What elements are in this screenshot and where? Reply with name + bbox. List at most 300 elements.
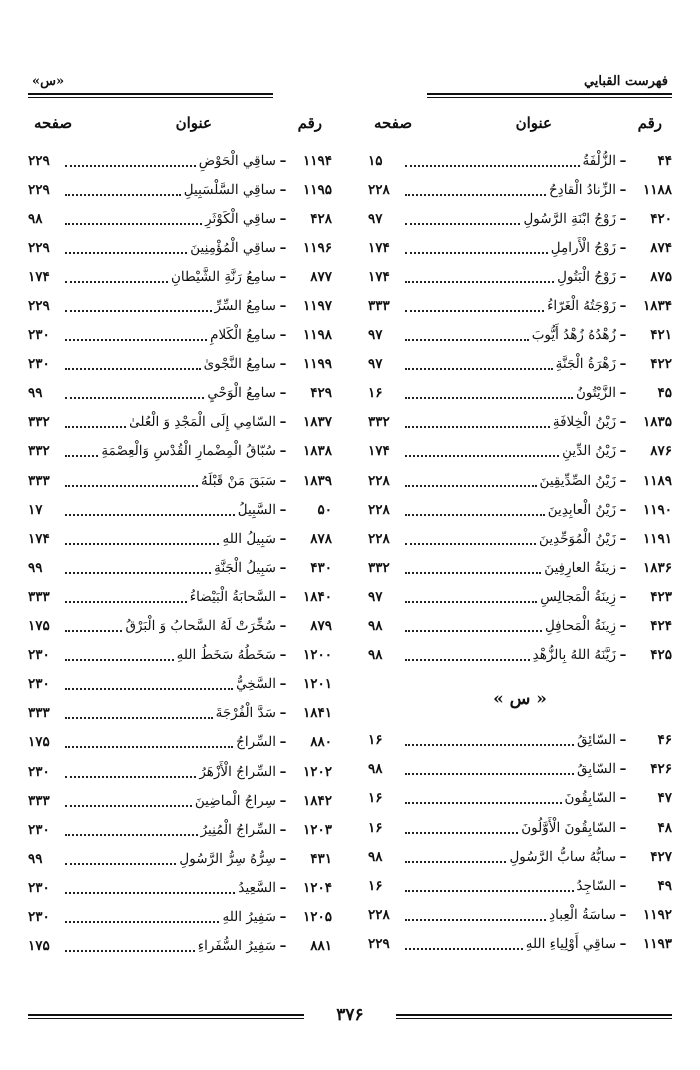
index-entry xyxy=(28,757,332,786)
index-entry xyxy=(368,408,672,437)
dot-leader xyxy=(65,688,233,690)
entry-number: ۴۶ xyxy=(657,732,672,749)
index-entry xyxy=(28,437,332,466)
index-entry xyxy=(28,844,332,873)
index-entry xyxy=(368,204,672,233)
entry-dash: – xyxy=(619,210,627,227)
entry-page: ۹۸ xyxy=(368,647,383,664)
entry-dash: – xyxy=(279,239,287,256)
entry-number: ۱۱۹۲ xyxy=(642,906,672,923)
entry-title: زَيْنُ الدِّينِ xyxy=(562,443,616,460)
entry-title: السَّبِيلُ xyxy=(237,501,276,518)
entry-title: زَوْجُ ابْنَةِ الرَّسُولِ xyxy=(523,210,616,227)
entry-title: ساسَةُ الْعِبادِ xyxy=(549,906,616,923)
entry-title: زُهْدُهُ زُهْدُ أَيُّوبَ xyxy=(531,327,616,344)
dot-leader xyxy=(65,194,181,196)
entry-title: السّابِقُونَ xyxy=(564,790,616,807)
entry-dash: – xyxy=(279,821,287,838)
entry-dash: – xyxy=(619,356,627,373)
index-entry xyxy=(368,495,672,524)
entry-title: سامِعُ السِّرِّ xyxy=(214,298,276,315)
index-entry xyxy=(28,932,332,961)
entry-page: ۱۷۴ xyxy=(368,443,390,460)
entry-page: ۱۶ xyxy=(368,732,383,749)
index-entry xyxy=(28,175,332,204)
index-entry xyxy=(28,699,332,728)
index-entry xyxy=(368,321,672,350)
dot-leader xyxy=(405,485,537,487)
entry-number: ۸۷۵ xyxy=(650,268,672,285)
header-rule xyxy=(28,93,273,95)
entry-title: ساقِي أَوْلِياءِ اللهِ xyxy=(525,935,616,952)
dot-leader xyxy=(405,773,574,775)
index-column-right xyxy=(368,112,672,958)
entry-page: ۲۳۰ xyxy=(28,879,50,896)
index-entry xyxy=(28,728,332,757)
entry-number: ۱۲۰۴ xyxy=(302,879,332,896)
entry-page: ۲۲۸ xyxy=(368,501,390,518)
entry-title: السَّعِيدُ xyxy=(238,879,276,896)
entry-title: سامِعُ رَنَّةِ الشَّيْطانِ xyxy=(170,268,276,285)
entry-dash: – xyxy=(619,152,627,169)
entry-page: ۳۳۳ xyxy=(28,792,50,809)
index-entry xyxy=(368,291,672,320)
index-entry xyxy=(28,815,332,844)
index-entry xyxy=(368,871,672,900)
entry-dash: – xyxy=(619,385,627,402)
entry-number: ۴۳۱ xyxy=(310,850,332,867)
entry-number: ۱۱۹۳ xyxy=(642,935,672,952)
entry-number: ۱۸۳۵ xyxy=(642,414,672,431)
entry-page: ۳۳۳ xyxy=(368,298,390,315)
entry-title: زينَةُ العارِفِينَ xyxy=(544,559,616,576)
entry-page: ۲۳۰ xyxy=(28,821,50,838)
entry-page: ۲۲۸ xyxy=(368,181,390,198)
dot-leader xyxy=(405,659,530,661)
dot-leader xyxy=(65,223,202,225)
entry-dash: – xyxy=(279,472,287,489)
entry-page: ۳۳۳ xyxy=(28,705,50,722)
entry-number: ۸۷۸ xyxy=(310,530,332,547)
entry-title: زَوْجُ الْأَرامِلِ xyxy=(550,239,616,256)
entry-page: ۲۳۰ xyxy=(28,763,50,780)
entry-title: سُخِّرَتْ لَهُ السَّحابُ وَ الْبَرْقُ xyxy=(125,618,276,635)
entry-page: ۱۷ xyxy=(28,501,43,518)
index-entry xyxy=(28,291,332,320)
entry-title: زَيْنُ الْخِلافَةِ xyxy=(552,414,616,431)
entry-dash: – xyxy=(279,530,287,547)
entry-dash: – xyxy=(619,790,627,807)
entry-number: ۱۸۳۶ xyxy=(642,559,672,576)
dot-leader xyxy=(65,892,235,894)
entry-number: ۴۲۱ xyxy=(650,327,672,344)
index-entry xyxy=(368,524,672,553)
entry-title: السِّراجُ الْمُنِيرُ xyxy=(200,821,276,838)
entry-page: ۹۷ xyxy=(368,210,383,227)
entry-title: ساقِي السَّلْسَبِيلِ xyxy=(183,181,276,198)
entry-number: ۱۲۰۲ xyxy=(302,763,332,780)
entry-page: ۱۶ xyxy=(368,877,383,894)
entry-title: ساقِي الْمُؤْمِنِينَ xyxy=(190,239,276,256)
entry-number: ۵۰ xyxy=(317,501,332,518)
running-header-left xyxy=(28,72,273,102)
entry-title: سِراجُ الْماضِينَ xyxy=(194,792,276,809)
index-entry xyxy=(368,612,672,641)
index-entry xyxy=(28,786,332,815)
index-entry xyxy=(368,582,672,611)
entry-number: ۱۱۸۹ xyxy=(642,472,672,489)
dot-leader xyxy=(405,744,574,746)
entry-page: ۱۷۵ xyxy=(28,618,50,635)
entry-title: السَّخِيُّ xyxy=(236,676,276,693)
entry-page: ۳۳۲ xyxy=(368,559,390,576)
dot-leader xyxy=(405,630,542,632)
entry-page: ۲۳۰ xyxy=(28,676,50,693)
index-entry xyxy=(368,813,672,842)
entry-dash: – xyxy=(279,443,287,460)
entry-number: ۱۸۳۹ xyxy=(302,472,332,489)
index-entry xyxy=(368,929,672,958)
entry-title: زَيْنُ الْعابِدِينَ xyxy=(547,501,616,518)
index-entry xyxy=(28,670,332,699)
entry-dash: – xyxy=(619,559,627,576)
entry-number: ۱۸۴۱ xyxy=(302,705,332,722)
dot-leader xyxy=(405,455,559,457)
index-entry xyxy=(368,726,672,755)
index-entry xyxy=(368,262,672,291)
entry-title: السّابِقُونَ الْأَوَّلُونَ xyxy=(521,819,616,836)
index-entry xyxy=(368,784,672,813)
entry-dash: – xyxy=(279,298,287,315)
entry-number: ۱۸۳۷ xyxy=(302,414,332,431)
page-footer xyxy=(28,1005,672,1032)
dot-leader xyxy=(405,890,574,892)
column-header-title: عنوان xyxy=(175,114,212,132)
dot-leader xyxy=(65,746,233,748)
index-entry xyxy=(28,466,332,495)
entry-page: ۲۲۹ xyxy=(28,181,50,198)
entry-number: ۴۳۰ xyxy=(310,559,332,576)
entry-number: ۴۵ xyxy=(657,385,672,402)
entry-page: ۹۷ xyxy=(368,588,383,605)
section-heading: « س » xyxy=(493,688,547,709)
entry-dash: – xyxy=(279,938,287,955)
entry-page: ۱۷۴ xyxy=(368,239,390,256)
index-entry xyxy=(368,233,672,262)
entry-dash: – xyxy=(279,268,287,285)
entry-page: ۱۷۵ xyxy=(28,734,50,751)
entry-number: ۱۱۹۹ xyxy=(302,356,332,373)
dot-leader xyxy=(65,514,235,516)
dot-leader xyxy=(65,805,192,807)
entry-dash: – xyxy=(279,181,287,198)
entry-page: ۱۶ xyxy=(368,790,383,807)
entry-number: ۴۲۳ xyxy=(650,588,672,605)
entry-dash: – xyxy=(619,181,627,198)
entry-page: ۹۸ xyxy=(28,210,43,227)
entry-page: ۳۳۲ xyxy=(28,414,50,431)
entry-page: ۲۲۸ xyxy=(368,472,390,489)
dot-leader xyxy=(405,861,506,863)
entry-number: ۱۱۹۵ xyxy=(302,181,332,198)
entry-dash: – xyxy=(279,676,287,693)
entry-dash: – xyxy=(619,588,627,605)
entry-page: ۱۷۴ xyxy=(28,268,50,285)
dot-leader xyxy=(65,339,207,341)
entry-page: ۱۷۵ xyxy=(28,938,50,955)
column-header-number: رقم xyxy=(297,114,322,132)
entry-title: سَدَّ الْفُرْجَةَ xyxy=(215,705,276,722)
entry-page: ۲۳۰ xyxy=(28,356,50,373)
entry-number: ۴۲۷ xyxy=(650,848,672,865)
entry-number: ۱۲۰۰ xyxy=(302,647,332,664)
column-header xyxy=(368,112,672,146)
index-entry xyxy=(28,553,332,582)
entry-number: ۱۱۹۸ xyxy=(302,327,332,344)
entry-dash: – xyxy=(279,327,287,344)
dot-leader xyxy=(405,339,529,341)
entry-title: سَفِيرُ اللهِ xyxy=(222,908,276,925)
dot-leader xyxy=(405,252,548,254)
index-entry xyxy=(28,379,332,408)
dot-leader xyxy=(65,281,168,283)
index-entry xyxy=(28,873,332,902)
entry-number: ۴۹ xyxy=(657,877,672,894)
entry-title: زَيْنُ الصِّدِّيقِينَ xyxy=(539,472,616,489)
dot-leader xyxy=(405,572,541,574)
index-entry xyxy=(28,641,332,670)
dot-leader xyxy=(65,717,213,719)
dot-leader xyxy=(405,165,580,167)
entry-number: ۴۲۶ xyxy=(650,761,672,778)
dot-leader xyxy=(65,485,198,487)
entry-page: ۹۷ xyxy=(368,356,383,373)
entry-dash: – xyxy=(279,705,287,722)
index-column-left xyxy=(28,112,332,961)
entry-page: ۲۲۸ xyxy=(368,530,390,547)
entry-dash: – xyxy=(619,618,627,635)
dot-leader xyxy=(405,194,546,196)
entry-page: ۹۸ xyxy=(368,618,383,635)
entry-title: ساقِي الْحَوْضِ xyxy=(198,152,276,169)
dot-leader xyxy=(405,281,554,283)
entry-page: ۹۹ xyxy=(28,385,43,402)
entry-dash: – xyxy=(619,414,627,431)
entry-number: ۸۷۶ xyxy=(650,443,672,460)
header-rule-thin xyxy=(28,97,273,98)
entry-number: ۴۲۹ xyxy=(310,385,332,402)
entry-title: سُبّاقُ الْمِضْمارِ الْقُدْسِ وَالْعِصْمَةِ xyxy=(101,443,276,460)
entry-dash: – xyxy=(619,647,627,664)
index-entry xyxy=(28,262,332,291)
dot-leader xyxy=(65,426,126,428)
entry-number: ۴۲۴ xyxy=(650,618,672,635)
dot-leader xyxy=(65,252,187,254)
entry-dash: – xyxy=(279,501,287,518)
index-entry xyxy=(28,495,332,524)
dot-leader xyxy=(65,165,196,167)
entry-page: ۲۳۰ xyxy=(28,908,50,925)
dot-leader xyxy=(405,514,545,516)
entry-number: ۴۷ xyxy=(657,790,672,807)
entry-page: ۹۹ xyxy=(28,559,43,576)
entry-number: ۱۸۴۲ xyxy=(302,792,332,809)
header-book-title: فهرست القبايي xyxy=(583,74,668,89)
dot-leader xyxy=(65,834,198,836)
entry-dash: – xyxy=(279,152,287,169)
dot-leader xyxy=(65,659,174,661)
dot-leader xyxy=(65,455,98,457)
index-entry xyxy=(28,612,332,641)
entry-number: ۸۸۰ xyxy=(310,734,332,751)
entry-number: ۱۱۸۸ xyxy=(642,181,672,198)
entry-number: ۴۲۲ xyxy=(650,356,672,373)
entry-number: ۱۲۰۵ xyxy=(302,908,332,925)
column-header-number: رقم xyxy=(637,114,662,132)
entry-dash: – xyxy=(619,239,627,256)
entry-title: سامِعُ الْكَلامِ xyxy=(210,327,276,344)
header-rule xyxy=(427,93,672,95)
entry-dash: – xyxy=(619,761,627,778)
dot-leader xyxy=(65,601,187,603)
entry-page: ۱۷۴ xyxy=(28,530,50,547)
index-entry xyxy=(368,553,672,582)
index-entry xyxy=(368,641,672,670)
entry-page: ۲۲۹ xyxy=(368,935,390,952)
entry-number: ۴۲۸ xyxy=(310,210,332,227)
entry-page: ۱۷۴ xyxy=(368,268,390,285)
entry-number: ۱۱۹۶ xyxy=(302,239,332,256)
header-rule-thin xyxy=(427,97,672,98)
entry-page: ۲۲۸ xyxy=(368,906,390,923)
entry-title: سَبَقَ مَنْ قَبْلَهُ xyxy=(201,472,276,489)
dot-leader xyxy=(405,948,523,950)
entry-title: سامِعُ الْوَحْيِ xyxy=(207,385,276,402)
index-entry xyxy=(368,900,672,929)
page-number: ۳۷۶ xyxy=(336,1005,364,1025)
entry-page: ۱۶ xyxy=(368,819,383,836)
column-header-page: صفحه xyxy=(34,114,73,132)
running-header-right xyxy=(427,72,672,102)
entry-dash: – xyxy=(279,385,287,402)
entry-dash: – xyxy=(619,501,627,518)
entry-dash: – xyxy=(619,327,627,344)
entry-number: ۸۸۱ xyxy=(310,938,332,955)
entry-number: ۸۷۹ xyxy=(310,618,332,635)
index-entry xyxy=(28,233,332,262)
entry-dash: – xyxy=(279,210,287,227)
entry-dash: – xyxy=(279,850,287,867)
entry-dash: – xyxy=(619,848,627,865)
entry-list xyxy=(28,146,332,961)
entry-dash: – xyxy=(279,792,287,809)
entry-title: السّائِقُ xyxy=(576,732,616,749)
entry-title: السَّحابَةُ الْبَيْضاءُ xyxy=(189,588,276,605)
entry-page: ۲۲۹ xyxy=(28,239,50,256)
index-entry xyxy=(368,146,672,175)
column-header-title: عنوان xyxy=(515,114,552,132)
dot-leader xyxy=(65,310,212,312)
entry-dash: – xyxy=(279,879,287,896)
entry-title: زِينَةُ الْمَحافِلِ xyxy=(544,618,616,635)
entry-list xyxy=(368,146,672,670)
dot-leader xyxy=(65,776,196,778)
entry-title: زِينَةُ الْمَجالِسِ xyxy=(540,588,616,605)
entry-page: ۳۳۳ xyxy=(28,588,50,605)
dot-leader xyxy=(405,601,537,603)
entry-page: ۳۳۲ xyxy=(368,414,390,431)
index-entry xyxy=(28,582,332,611)
entry-dash: – xyxy=(279,618,287,635)
dot-leader xyxy=(65,863,176,865)
index-entry xyxy=(28,408,332,437)
entry-number: ۴۸ xyxy=(657,819,672,836)
entry-page: ۲۳۰ xyxy=(28,647,50,664)
entry-page: ۲۲۹ xyxy=(28,152,50,169)
dot-leader xyxy=(405,397,573,399)
index-entry xyxy=(368,466,672,495)
index-entry xyxy=(28,902,332,931)
entry-dash: – xyxy=(619,530,627,547)
entry-title: الزِّنادُ الْقادِحُ xyxy=(548,181,616,198)
entry-list xyxy=(368,726,672,959)
index-entry xyxy=(28,524,332,553)
index-entry xyxy=(368,379,672,408)
entry-number: ۴۲۵ xyxy=(650,647,672,664)
entry-dash: – xyxy=(279,356,287,373)
entry-number: ۸۷۷ xyxy=(310,268,332,285)
dot-leader xyxy=(405,426,550,428)
dot-leader xyxy=(405,832,518,834)
entry-page: ۱۶ xyxy=(368,385,383,402)
entry-number: ۸۷۴ xyxy=(650,239,672,256)
index-entry xyxy=(368,350,672,379)
entry-title: ساقِي الْكَوْثَرِ xyxy=(205,210,276,227)
entry-number: ۴۲۰ xyxy=(650,210,672,227)
index-entry xyxy=(368,755,672,784)
entry-number: ۱۱۹۷ xyxy=(302,298,332,315)
entry-dash: – xyxy=(619,472,627,489)
entry-page: ۹۸ xyxy=(368,848,383,865)
entry-title: السِّراجُ الْأَزْهَرُ xyxy=(199,763,276,780)
entry-number: ۱۸۴۰ xyxy=(302,588,332,605)
entry-dash: – xyxy=(619,443,627,460)
entry-title: زَيَّنَهُ اللهُ بِالزُّهْدِ xyxy=(532,647,616,664)
entry-title: الزَّيْتُونُ xyxy=(575,385,616,402)
entry-page: ۲۲۹ xyxy=(28,298,50,315)
index-entry xyxy=(28,204,332,233)
entry-title: زَهْرَةُ الْجَنَّةِ xyxy=(555,356,616,373)
column-header xyxy=(28,112,332,146)
entry-number: ۱۸۳۸ xyxy=(302,443,332,460)
entry-title: السّامِي إِلَى الْمَجْدِ وَ الْعُلىٰ xyxy=(129,414,276,431)
dot-leader xyxy=(65,921,219,923)
dot-leader xyxy=(405,802,562,804)
index-entry xyxy=(368,437,672,466)
entry-title: سَبِيلُ اللهِ xyxy=(222,530,276,547)
entry-number: ۱۲۰۱ xyxy=(302,676,332,693)
entry-title: الزُّلْفَةُ xyxy=(582,152,616,169)
entry-title: سَخَطُهُ سَخَطُ اللهِ xyxy=(176,647,276,664)
entry-title: السّابِقُ xyxy=(576,761,616,778)
entry-dash: – xyxy=(279,908,287,925)
entry-number: ۱۱۹۴ xyxy=(302,152,332,169)
entry-number: ۱۱۹۰ xyxy=(642,501,672,518)
dot-leader xyxy=(65,368,201,370)
entry-dash: – xyxy=(279,559,287,576)
dot-leader xyxy=(65,572,211,574)
entry-title: سَفِيرُ السُّفَراءِ xyxy=(197,938,276,955)
